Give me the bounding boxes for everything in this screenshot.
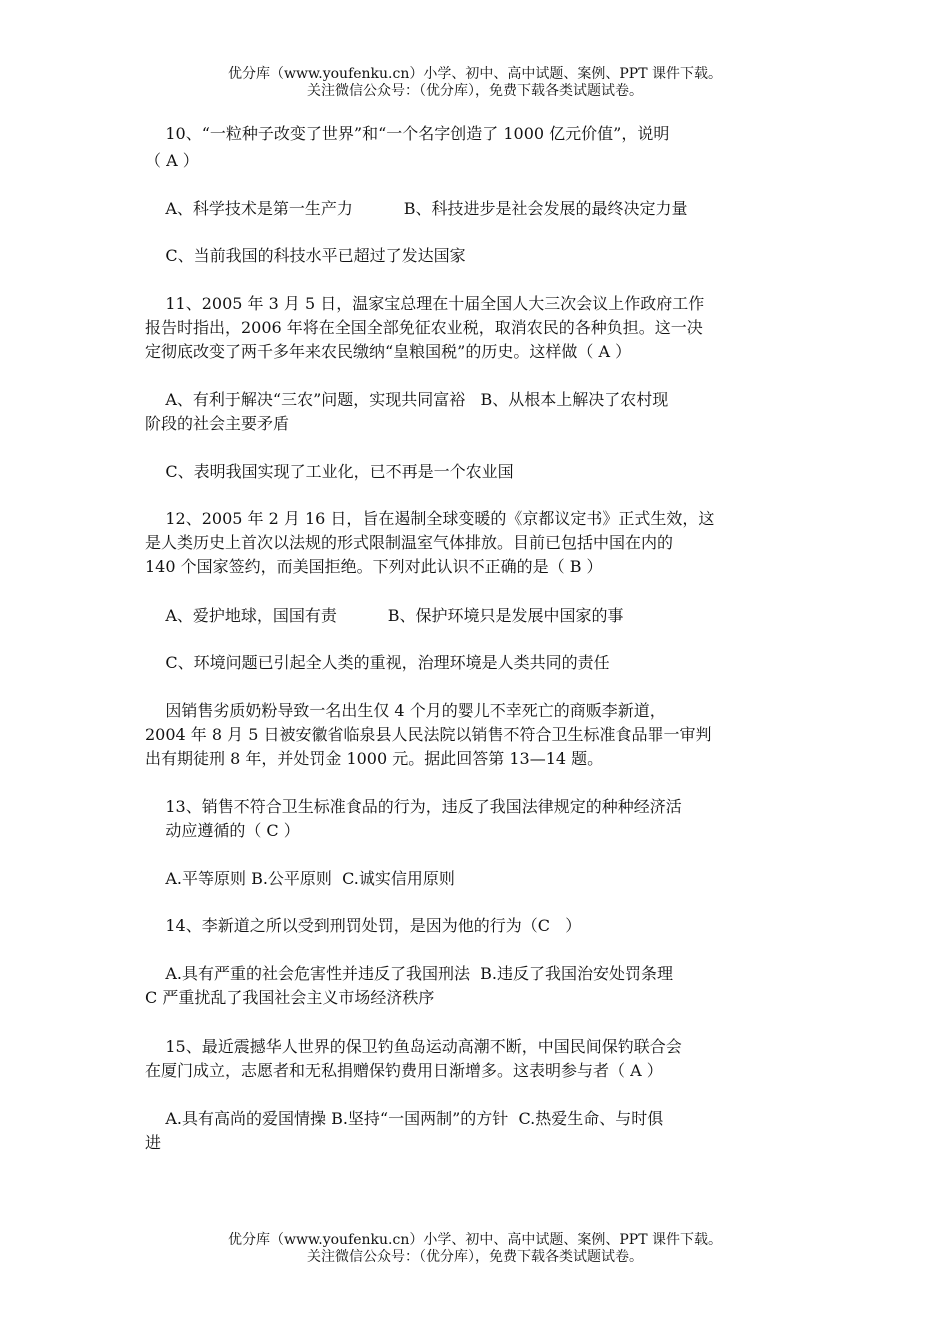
header-line-1: 优分库（www.youfenku.cn）小学、初中、高中试题、案例、PPT 课件下载。 <box>227 66 722 82</box>
q11-line-2: 报告时指出，2006 年将在全国全部免征农业税，取消农民的各种负担。这一决 <box>145 318 703 337</box>
q11-options-ab-1: A、有利于解决“三农”问题，实现共同富裕 B、从根本上解决了农村现 <box>145 390 669 409</box>
q13-line-2: 动应遵循的（ C ） <box>145 821 300 840</box>
page-header <box>0 66 950 100</box>
q15-line-2: 在厦门成立，志愿者和无私捐赠保钓费用日渐增多。这表明参与者（ A ） <box>145 1061 663 1080</box>
q10-line-2: （ A ） <box>145 151 199 170</box>
q15-options-1: A.具有高尚的爱国情操 B.坚持“一国两制”的方针 C.热爱生命、与时俱 <box>145 1109 664 1128</box>
case-line-1: 因销售劣质奶粉导致一名出生仅 4 个月的婴儿不幸死亡的商贩李新道， <box>145 701 666 720</box>
q14-line-1: 14、李新道之所以受到刑罚处罚，是因为他的行为（C ） <box>145 916 582 935</box>
q10-line-1: 10、“一粒种子改变了世界”和“一个名字创造了 1000 亿元价值”，说明 <box>145 124 670 143</box>
page-footer <box>0 1232 950 1266</box>
q12-options-ab: A、爱护地球，国国有责 B、保护环境只是发展中国家的事 <box>145 606 624 625</box>
q10-options-ab: A、科学技术是第一生产力 B、科技进步是社会发展的最终决定力量 <box>145 199 688 218</box>
q15-line-1: 15、最近震撼华人世界的保卫钓鱼岛运动高潮不断，中国民间保钓联合会 <box>145 1037 682 1056</box>
q10-option-c: C、当前我国的科技水平已超过了发达国家 <box>145 246 466 265</box>
q12-option-c: C、环境问题已引起全人类的重视，治理环境是人类共同的责任 <box>145 653 610 672</box>
q14-options-2: C 严重扰乱了我国社会主义市场经济秩序 <box>145 988 435 1007</box>
q15-options-2: 进 <box>145 1133 162 1152</box>
q11-option-c: C、表明我国实现了工业化，已不再是一个农业国 <box>145 462 514 481</box>
footer-line-2: 关注微信公众号：（优分库），免费下载各类试题试卷。 <box>307 1249 643 1265</box>
q14-options-1: A.具有严重的社会危害性并违反了我国刑法 B.违反了我国治安处罚条理 <box>145 964 674 983</box>
q12-line-2: 是人类历史上首次以法规的形式限制温室气体排放。目前已包括中国在内的 <box>145 533 674 552</box>
q11-line-1: 11、2005 年 3 月 5 日，温家宝总理在十届全国人大三次会议上作政府工作 <box>145 294 705 313</box>
q11-line-3: 定彻底改变了两千多年来农民缴纳“皇粮国税”的历史。这样做（ A ） <box>145 342 632 361</box>
case-line-3: 出有期徒刑 8 年，并处罚金 1000 元。据此回答第 13—14 题。 <box>145 749 604 768</box>
q12-line-1: 12、2005 年 2 月 16 日，旨在遏制全球变暖的《京都议定书》正式生效，这 <box>145 509 715 528</box>
q11-options-ab-2: 阶段的社会主要矛盾 <box>145 414 290 433</box>
header-line-2: 关注微信公众号：（优分库），免费下载各类试题试卷。 <box>307 83 643 99</box>
q13-options: A.平等原则 B.公平原则 C.诚实信用原则 <box>145 869 455 888</box>
footer-line-1: 优分库（www.youfenku.cn）小学、初中、高中试题、案例、PPT 课件下载。 <box>227 1232 722 1248</box>
case-line-2: 2004 年 8 月 5 日被安徽省临泉县人民法院以销售不符合卫生标准食品罪一审判 <box>145 725 712 744</box>
q13-line-1: 13、销售不符合卫生标准食品的行为，违反了我国法律规定的种种经济活 <box>145 797 682 816</box>
q12-line-3: 140 个国家签约，而美国拒绝。下列对此认识不正确的是（ B ） <box>145 557 603 576</box>
